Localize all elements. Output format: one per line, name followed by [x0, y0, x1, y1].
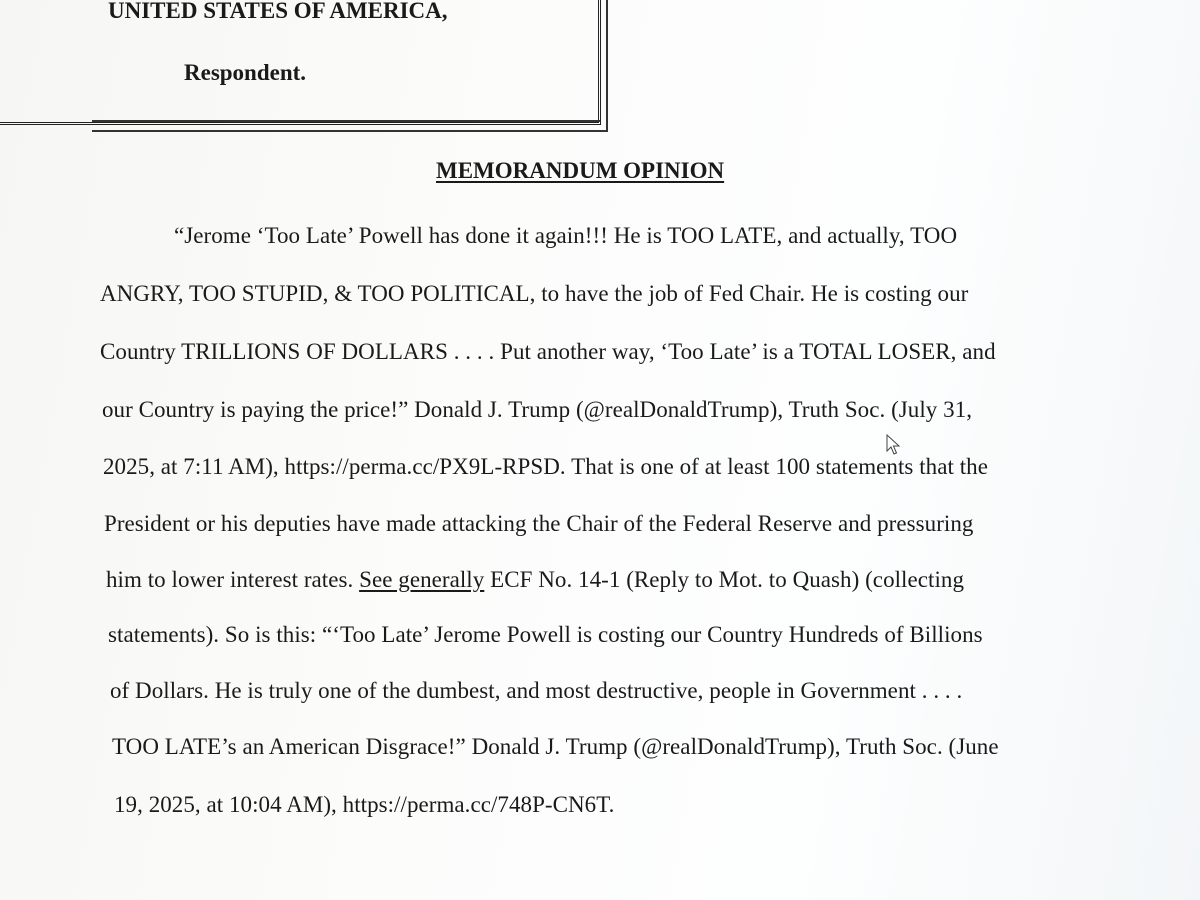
- caption-border-bottom-inner: [92, 120, 600, 122]
- body-line-5: 2025, at 7:11 AM), https://perma.cc/PX9L-RPSD. That is one of at least 100 statements that the: [103, 454, 988, 479]
- opinion-heading: MEMORANDUM OPINION: [436, 158, 725, 183]
- body-line-7-citation: ECF No. 14-1 (Reply to Mot. to Quash) (collecting: [484, 567, 964, 592]
- citation-signal: See generally: [359, 567, 485, 592]
- body-line-10: TOO LATE’s an American Disgrace!” Donald J. Trump (@realDonaldTrump), Truth Soc. (June: [112, 734, 999, 759]
- body-line-9: of Dollars. He is truly one of the dumbest, and most destructive, people in Government . . . .: [110, 678, 963, 703]
- party-role: Respondent.: [184, 60, 307, 85]
- caption-border-right: [606, 0, 608, 130]
- party-name: UNITED STATES OF AMERICA,: [108, 0, 448, 23]
- body-line-3: Country TRILLIONS OF DOLLARS . . . . Put another way, ‘Too Late’ is a TOTAL LOSER, and: [100, 339, 996, 364]
- mouse-pointer-icon: [886, 434, 902, 456]
- body-line-11: 19, 2025, at 10:04 AM), https://perma.cc/748P-CN6T.: [114, 792, 615, 817]
- body-line-7: [106, 567, 964, 593]
- caption-border-bottom: [92, 130, 608, 132]
- body-line-1: “Jerome ‘Too Late’ Powell has done it again!!! He is TOO LATE, and actually, TOO: [174, 223, 958, 248]
- body-line-6: President or his deputies have made attacking the Chair of the Federal Reserve and pressuring: [104, 511, 974, 536]
- body-line-4: our Country is paying the price!” Donald J. Trump (@realDonaldTrump), Truth Soc. (July 31,: [102, 397, 973, 422]
- body-line-2: ANGRY, TOO STUPID, & TOO POLITICAL, to have the job of Fed Chair. He is costing our: [100, 281, 969, 306]
- body-line-7-text: him to lower interest rates.: [106, 567, 360, 592]
- body-line-8: statements). So is this: “‘Too Late’ Jerome Powell is costing our Country Hundreds of Billions: [108, 622, 983, 647]
